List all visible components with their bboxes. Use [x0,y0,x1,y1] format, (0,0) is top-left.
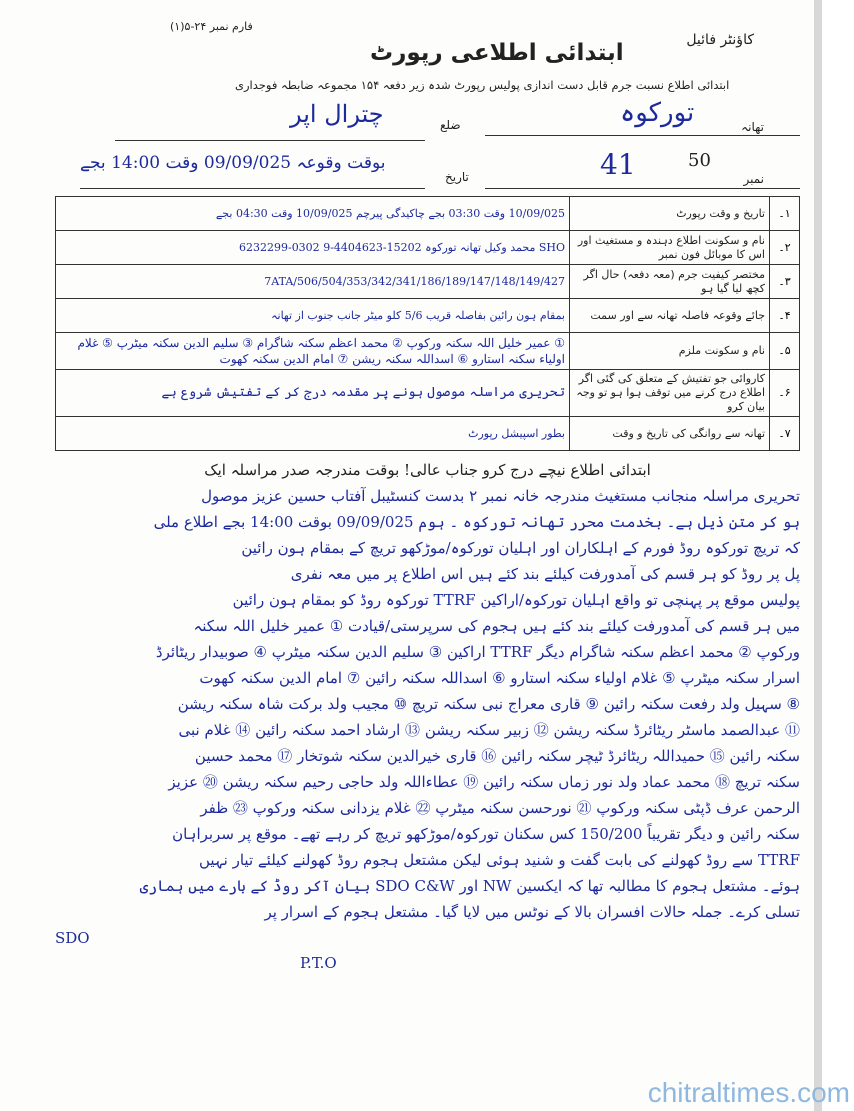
row-label: جائے وقوعہ فاصلہ تھانہ سے اور سمت [570,299,770,333]
thana-underline [485,135,800,136]
form-number: فارم نمبر ۲۴-۵(۱) [170,20,253,33]
pto-note: P.T.O [300,954,337,972]
district-underline [115,140,425,141]
handwritten-report-body [55,457,800,951]
number-underline [485,188,800,189]
row-value: 10/09/025 وقت 03:30 بجے چاکیدگی پیرچم 10/09/025 وقت 04:30 بجے [56,197,570,231]
row-label: تاریخ و وقت رپورٹ [570,197,770,231]
report-line: تحریری مراسلہ منجانب مستغیث مندرجہ خانہ نمبر ۲ بدست کنسٹیبل آفتاب حسین عزیز موصول [201,487,800,505]
row-number: ۳۔ [770,265,800,299]
row-value: SHO محمد وکیل تھانہ تورکوہ 15202-4404623-9 0302-6232299 [56,231,570,265]
district-label: ضلع [440,118,461,132]
report-line: ⑧ سہیل ولد رفعت سکنہ رائین ⑨ قاری معراج نبی سکنہ تریچ ⑩ مجیب ولد برکت شاہ سکنہ ریشن [177,695,800,713]
report-line: TTRF سے روڈ کھولنے کی بابت گفت و شنید ہوئی لیکن مشتعل ہجوم روڈ کھولنے کیلئے تیار نہیں [198,851,800,869]
row-value: ① عمیر خلیل اللہ سکنہ ورکوپ ② محمد اعظم سکنہ شاگرام ③ سلیم الدین سکنہ میٹرپ ⑤ غلام اولیاء سکنہ استارو ⑥ اسداللہ سکنہ ریشن ⑦ امام الدین سکنہ کھوت [56,333,570,370]
date-label: تاریخ [445,170,469,184]
report-line: SDO [55,929,90,947]
row-number: ۴۔ [770,299,800,333]
table-row [56,417,800,451]
row-value: تحریری مراسلہ موصول ہونے پر مقدمہ درج کر کے تفتیش شروع ہے [56,370,570,417]
report-line: اسرار سکنہ میٹرپ ⑤ غلام اولیاء سکنہ استارو ⑥ اسداللہ سکنہ رائین ⑦ امام الدین سکنہ کھوت [199,669,800,687]
report-line: سکنہ تریچ ⑱ محمد عماد ولد نور زماں سکنہ رائین ⑲ عطاءاللہ ولد حاجی رحیم سکنہ ریشن ⑳ عزیز [168,773,800,791]
row-label: مختصر کیفیت جرم (معہ دفعہ) حال اگر کچھ لیا گیا ہو [570,265,770,299]
row-label: تھانہ سے روانگی کی تاریخ و وقت [570,417,770,451]
report-line: کہ تریچ تورکوہ روڈ فورم کے اہلکاران اور اہلیان تورکوہ/موڑکھو تریچ کے بمقام ہون رائین [241,539,800,557]
row-number: ۱۔ [770,197,800,231]
report-line: ہو کر متن ذیل ہے۔ بخدمت محرر تھانہ تورکوہ ۔ ہوم 09/09/025 بوقت 14:00 بجے اطلاع ملی [153,513,800,531]
report-line: سکنہ رائین ⑮ حمیداللہ ریٹائرڈ ٹیچر سکنہ رائین ⑯ قاری خیرالدین سکنہ شوتخار ⑰ محمد حسین [194,747,800,765]
district-value: چترال اپر [290,100,384,128]
page-subtitle: ابتدائی اطلاع نسبت جرم قابل دست اندازی پولیس رپورٹ شدہ زیر دفعہ ۱۵۴ مجموعہ ضابطہ فوجداری [235,78,730,92]
table-row [56,299,800,333]
number-value: 41 [600,148,636,181]
row-label: نام و سکونت ملزم [570,333,770,370]
row-value: بمقام ہون رائین بفاصلہ قریب 5/6 کلو میٹر جانب جنوب از تھانہ [56,299,570,333]
row-value: بطور اسپیشل رپورٹ [56,417,570,451]
table-row [56,370,800,417]
report-line: میں ہر قسم کی آمدورفت کیلئے بند کئے ہیں ہجوم کی سرپرستی/قیادت ① عمیر خلیل اللہ سکنہ [193,617,800,635]
number-label: نمبر [743,172,764,186]
form-content [55,196,800,975]
report-line: ابتدائی اطلاع نیچے درج کرو جناب عالی! بوقت مندرجہ صدر مراسلہ ایک [204,461,651,479]
report-line: پولیس موقع پر پہنچی تو واقع اہلیان تورکوہ/اراکین TTRF تورکوہ روڈ کو بمقام ہون رائین [232,591,800,609]
fir-details-table [55,196,800,451]
report-line: تسلی کرے۔ جملہ حالات افسران بالا کے نوٹس میں لایا گیا۔ مشتعل ہجوم کے اسرار پر [264,903,800,921]
counter-file-label: کاؤنٹر فائیل [686,32,754,48]
watermark: chitraltimes.com [647,1077,850,1108]
number-extra: 50 [688,150,711,171]
thana-value: تورکوہ [620,98,695,128]
report-line: سکنہ رائین و دیگر تقریباً 150/200 کس سکنان تورکوہ/موڑکھو تریچ کر رہے تھے۔ موقع پر سربراہان [172,825,800,843]
row-number: ۲۔ [770,231,800,265]
row-number: ۷۔ [770,417,800,451]
report-line: الرحمن عرف ڈپٹی سکنہ ورکوپ ㉑ نورحسن سکنہ میٹرپ ㉒ غلام یزدانی سکنہ ورکوپ ㉓ ظفر [200,799,800,817]
table-row [56,231,800,265]
report-line: ہوئے۔ مشتعل ہجوم کا مطالبہ تھا کہ ایکسین NW اور SDO C&W بیان آکر روڈ کے بارے میں ہماری [139,877,800,895]
report-line: ورکوپ ② محمد اعظم سکنہ شاگرام دیگر TTRF اراکین ③ سلیم الدین سکنہ میٹرپ ④ صوبیدار ریٹائرڈ [155,643,800,661]
table-row [56,333,800,370]
row-label: کاروائی جو تفتیش کے متعلق کی گئی اگر اطلاع درج کرنے میں توقف ہوا ہو تو وجہ بیان کرو [570,370,770,417]
table-row [56,197,800,231]
date-value: بوقت وقوعہ 09/09/025 وقت 14:00 بجے [80,153,386,173]
row-value: 7ATA/506/504/353/342/341/186/189/147/148/149/427 [56,265,570,299]
row-label: نام و سکونت اطلاع دہندہ و مستغیث اور اس کا موبائل فون نمبر [570,231,770,265]
report-line: پل پر روڈ کو ہر قسم کی آمدورفت کیلئے بند کئے ہیں اس اطلاع پر میں معہ نفری [290,565,800,583]
page-title: ابتدائی اطلاعی رپورٹ [370,40,624,66]
table-row [56,265,800,299]
row-number: ۶۔ [770,370,800,417]
thana-label: تھانہ [741,120,764,134]
report-line: ⑪ عبدالصمد ماسٹر ریٹائرڈ سکنہ ریشن ⑫ زبیر سکنہ ریشن ⑬ ارشاد احمد سکنہ رائین ⑭ غلام نبی [178,721,800,739]
row-number: ۵۔ [770,333,800,370]
date-underline [80,188,425,189]
